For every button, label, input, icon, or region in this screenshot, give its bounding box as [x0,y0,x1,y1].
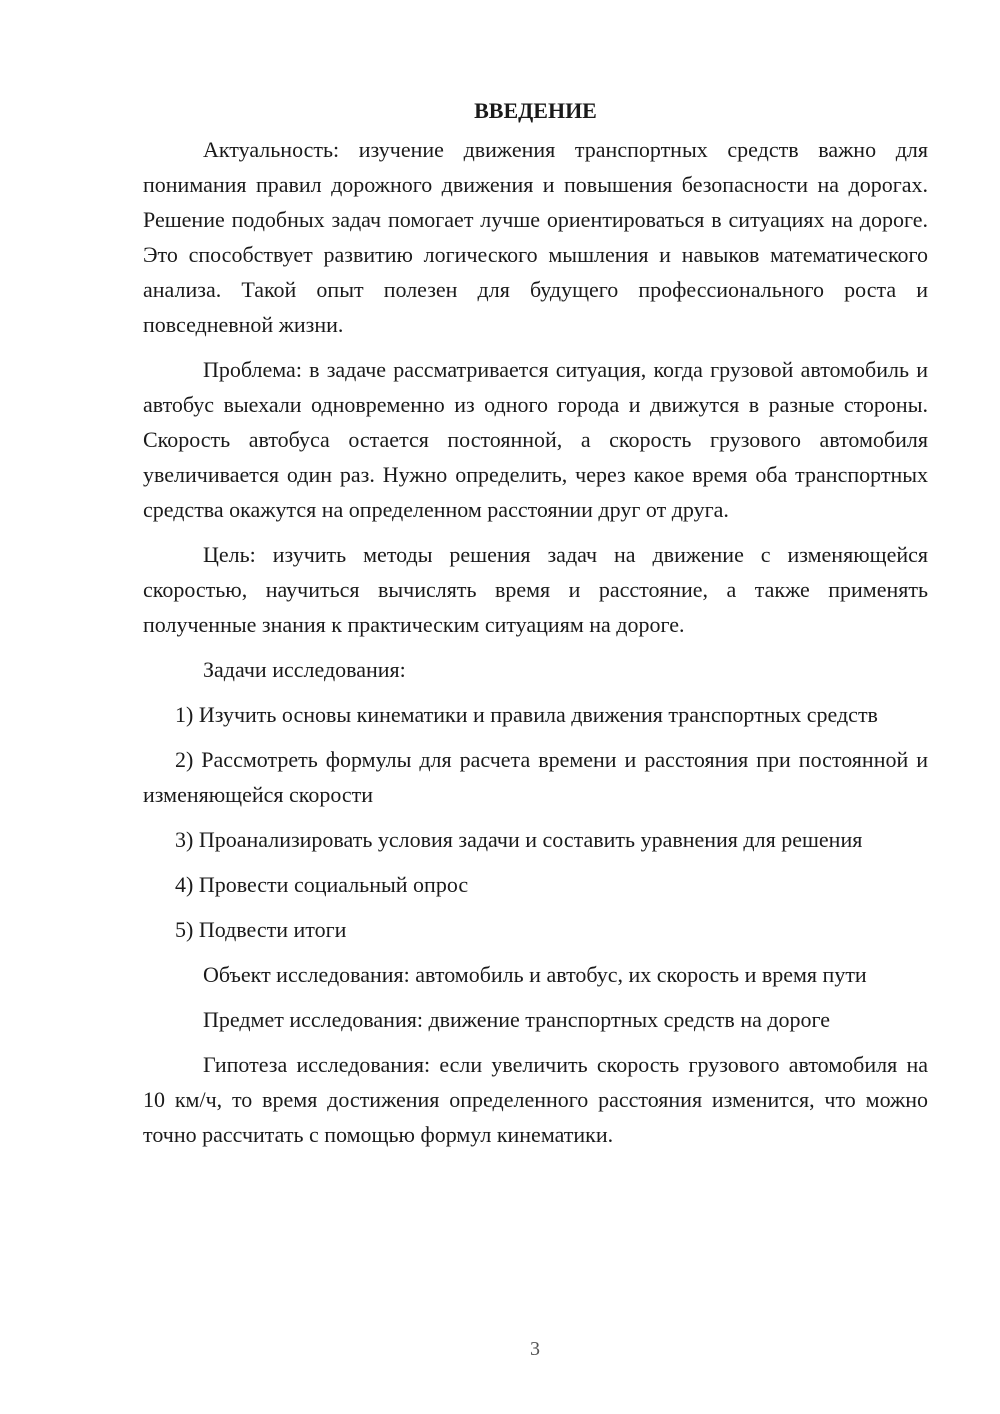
task-item-4: 4) Провести социальный опрос [175,872,469,897]
page-content [143,93,928,1162]
paragraph-problem: Проблема: в задаче рассматривается ситуация, когда грузовой автомобиль и автобус выехали одновременно из одного города и движутся в разные стороны. Скорость автобуса остается постоянной, а скорость грузового автомобиля увеличивается один раз. Нужно определить, через какое время оба транспортных средства окажутся на определенном расстоянии друг от друга. [143,357,928,522]
paragraph-object: Объект исследования: автомобиль и автобус, их скорость и время пути [203,962,867,987]
page-number: 3 [530,1338,540,1360]
task-item-1: 1) Изучить основы кинематики и правила движения транспортных средств [175,702,878,727]
task-item-5: 5) Подвести итоги [175,917,347,942]
tasks-heading: Задачи исследования: [203,657,406,682]
task-item-3: 3) Проанализировать условия задачи и составить уравнения для решения [175,827,863,852]
paragraph-subject: Предмет исследования: движение транспортных средств на дороге [203,1007,831,1032]
paragraph-relevance: Актуальность: изучение движения транспортных средств важно для понимания правил дорожного движения и повышения безопасности на дорогах. Решение подобных задач помогает лучше ориентироваться в ситуациях на дороге. Это способствует развитию логического мышления и навыков математического анализа. Такой опыт полезен для будущего профессионального роста и повседневной жизни. [143,137,928,337]
paragraph-goal: Цель: изучить методы решения задач на движение с изменяющейся скоростью, научиться вычислять время и расстояние, а также применять полученные знания к практическим ситуациям на дороге. [143,542,928,637]
task-item-2: 2) Рассмотреть формулы для расчета времени и расстояния при постоянной и изменяющейся скорости [143,747,928,807]
page-title: ВВЕДЕНИЕ [474,98,597,123]
paragraph-hypothesis: Гипотеза исследования: если увеличить скорость грузового автомобиля на 10 км/ч, то время достижения определенного расстояния изменится, что можно точно рассчитать с помощью формул кинематики. [143,1052,928,1147]
